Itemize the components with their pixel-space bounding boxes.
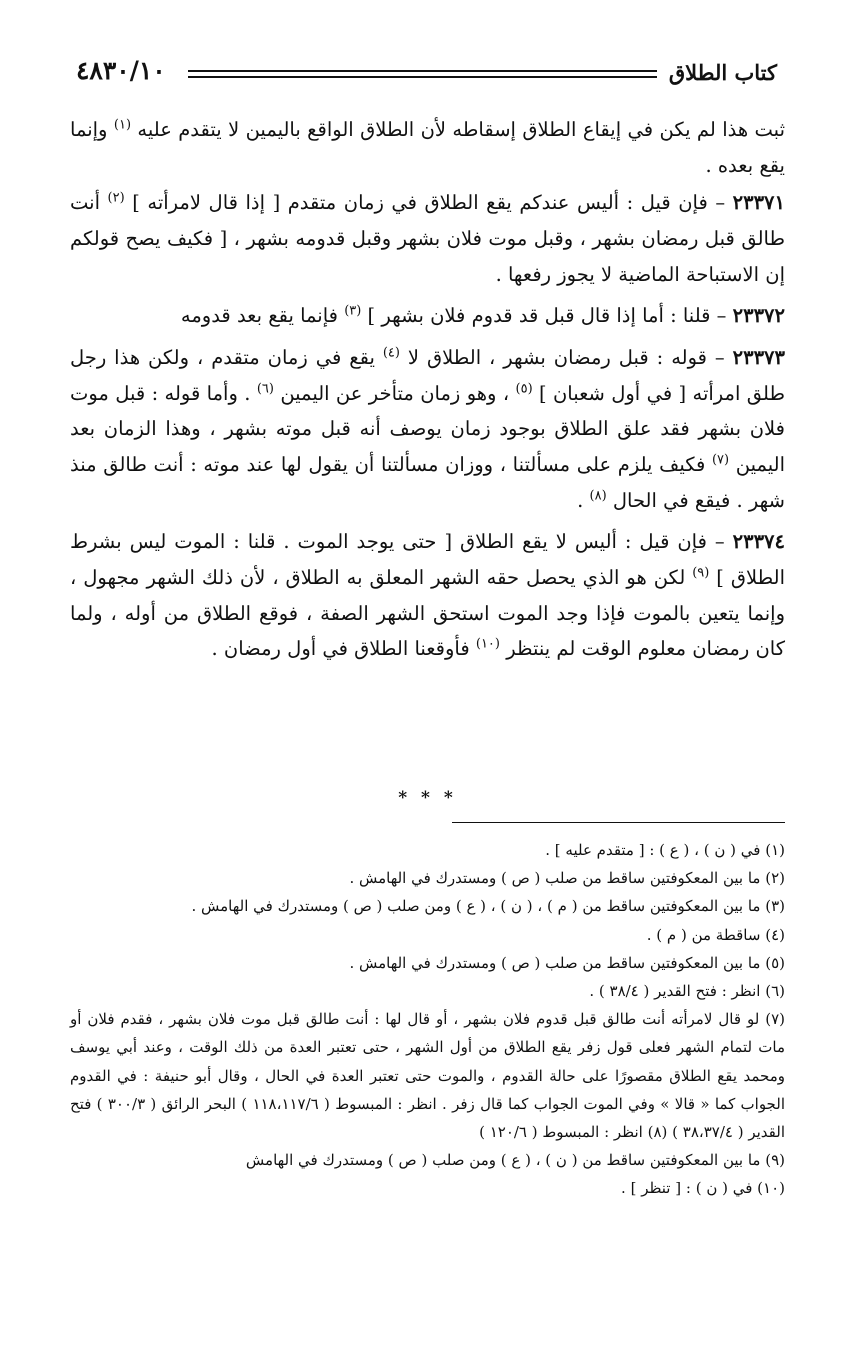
footnote-ref: (٦) (256, 381, 274, 397)
footnote: (٣) ما بين المعكوفتين ساقط من ( م ) ، ( ن ) ، ( ع ) ومن صلب ( ص ) ومستدرك في الهامش . (191, 897, 785, 916)
footnote: (٢) ما بين المعكوفتين ساقط من صلب ( ص ) ومستدرك في الهامش . (349, 869, 785, 888)
paragraph-continuation (70, 112, 785, 183)
header-page-number: ٤٨٣٠/١٠ (76, 56, 166, 85)
footnote-ref: (٨) (589, 488, 607, 504)
paragraph (70, 340, 785, 518)
paragraph-text: يقع في زمان متقدم ، ولكن هذا رجل طلق امرأته [ في أول شعبان ] (70, 346, 786, 405)
footnote: (١٠) في ( ن ) : [ تنظر ] . (621, 1179, 785, 1198)
paragraph-text: – قلنا : أما إذا قال قبل قد قدوم فلان بشهر ] (361, 304, 733, 328)
section-separator: * * * (398, 788, 457, 808)
paragraph-text: وإنما يقع بعده . (70, 118, 785, 177)
running-header (70, 52, 785, 92)
footnote-ref: (١) (113, 117, 132, 133)
footnote: (٩) ما بين المعكوفتين ساقط من ( ن ) ، ( ع ) ومن صلب ( ص ) ومستدرك في الهامش (245, 1151, 785, 1170)
paragraph-text: . وأما قوله : قبل موت فلان بشهر فقد علق الطلاق بوجود زمان يوصف أنه قبل موته بشهر ، وهذا الزمان بعد اليمين (70, 381, 785, 477)
footnote-rule (452, 822, 785, 823)
paragraph-number: ٢٣٣٧٢ (732, 304, 785, 328)
paragraph-number: ٢٣٣٧١ (732, 191, 785, 215)
footnote-ref: (٩) (692, 565, 710, 581)
footnote-ref: (٧) (711, 452, 730, 468)
footnote-ref: (٢) (107, 190, 125, 206)
header-title: كتاب الطلاق (668, 60, 777, 85)
paragraph-text: ، وهو زمان متأخر عن اليمين (273, 381, 516, 405)
footnote: (٧) لو قال لامرأته أنت طالق قبل قدوم فلان بشهر ، أو قال لها : أنت طالق قبل موت فلان بشهر ، فقدم فلان أو مات لتمام الشهر فعلى قول زفر يقع الطلاق من أول الشهر ، حتى تعتبر العدة من ذلك الوقت ، وعند أبي يوسف ومحمد يقع الطلاق مقصورًا على حالة القدوم ، والموت حتى تعتبر العدة في الحال ، وقال أبو حنيفة : في القدوم الجواب كما « قالا » وفي الموت الجواب كما قال زفر . انظر : المبسوط ( ١١٨،١١٧/٦ ) البحر الرائق ( ٣٠٠/٣ ) فتح القدير ( ٣٨،٣٧/٤ ) (٨) انظر : المبسوط ( ١٢٠/٦ ) (70, 1010, 785, 1141)
footnote: (٥) ما بين المعكوفتين ساقط من صلب ( ص ) ومستدرك في الهامش . (349, 953, 785, 972)
footnote: (٦) انظر : فتح القدير ( ٣٨/٤ ) . (589, 981, 785, 1000)
paragraph (70, 524, 785, 667)
paragraph-text: . (577, 488, 590, 512)
header-double-rule (188, 70, 657, 78)
paragraph-text: لكن هو الذي يحصل حقه الشهر المعلق به الطلاق ، لأن ذلك الشهر مجهول ، وإنما يتعين بالموت فإذا وجد الموت استحق الشهر الصفة ، فوقع الطلاق من أوله ، ولما كان رمضان معلوم الوقت لم ينتظر (70, 566, 785, 661)
footnote: (٤) ساقطة من ( م ) . (646, 925, 785, 944)
main-text (70, 112, 785, 673)
paragraph-text: – قوله : قبل رمضان بشهر ، الطلاق لا (399, 346, 733, 370)
paragraph-text: فكيف يلزم على مسألتنا ، ووزان مسألتنا أن يقول لها عند موته : أنت طالق منذ شهر . فيقع في الحال (70, 453, 785, 512)
paragraph-number: ٢٣٣٧٤ (732, 530, 785, 554)
footnote-ref: (٤) (382, 345, 400, 361)
paragraph-text: – فإن قيل : أليس عندكم يقع الطلاق في زمان متقدم [ إذا قال لامرأته ] (124, 191, 733, 215)
paragraph-text: ثبت هذا لم يكن في إيقاع الطلاق إسقاطه لأن الطلاق الواقع باليمين لا يتقدم عليه (131, 118, 785, 141)
footnote-ref: (٣) (344, 303, 362, 319)
footnote-ref: (١٠) (475, 636, 500, 652)
footnote-ref: (٥) (515, 381, 533, 397)
footnotes (70, 836, 785, 1202)
footnote: (١) في ( ن ) ، ( ع ) : [ متقدم عليه ] . (545, 841, 785, 859)
paragraph (70, 185, 785, 292)
paragraph-text: فأوقعنا الطلاق في أول رمضان . (211, 637, 476, 661)
paragraph-text: أنت طالق قبل رمضان بشهر ، وقبل موت فلان بشهر وقبل قدومه بشهر ، [ فكيف يصح قولكم إن الاستباحة الماضية لا يجوز رفعها . (70, 191, 785, 286)
paragraph-text: فإنما يقع بعد قدومه (180, 304, 345, 328)
paragraph-number: ٢٣٣٧٣ (732, 346, 785, 370)
paragraph-text: – فإن قيل : أليس لا يقع الطلاق [ حتى يوجد الموت . قلنا : الموت ليس بشرط الطلاق ] (70, 530, 785, 590)
paragraph (70, 298, 785, 334)
